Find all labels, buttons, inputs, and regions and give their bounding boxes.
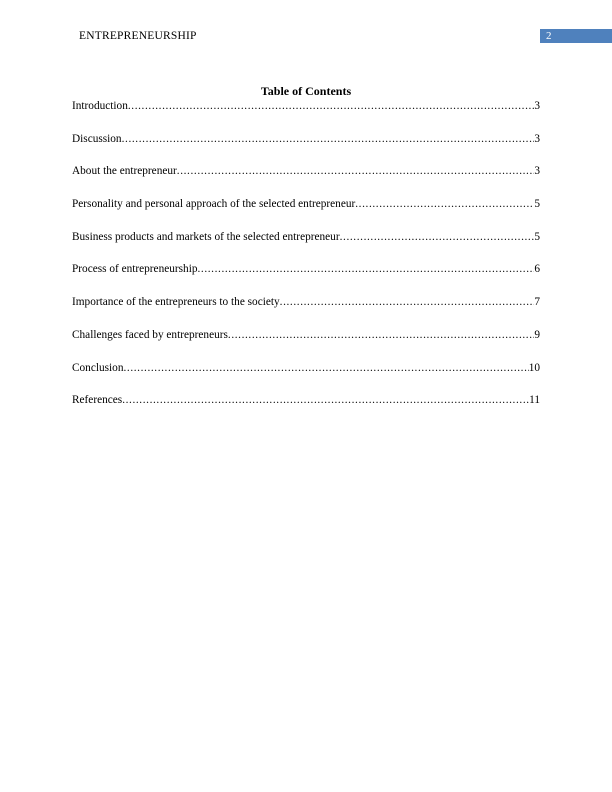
- toc-entry-business-products[interactable]: [72, 230, 540, 263]
- toc-dot-leader: [355, 197, 534, 211]
- toc-entry-label: Business products and markets of the selected entrepreneur: [72, 230, 340, 243]
- toc-entry-label: About the entrepreneur: [72, 165, 177, 178]
- toc-heading: Table of Contents: [260, 84, 352, 98]
- toc-entry-label: Process of entrepreneurship: [72, 263, 198, 276]
- toc-dot-leader: [197, 262, 534, 276]
- toc-dot-leader: [122, 132, 535, 146]
- toc-dot-leader: [128, 99, 534, 113]
- toc-entry-importance[interactable]: [72, 295, 540, 328]
- page-number-badge: [540, 29, 612, 43]
- toc-entry-process[interactable]: [72, 262, 540, 295]
- toc-entry-page: 3: [534, 165, 540, 178]
- toc-entry-references[interactable]: [72, 393, 540, 426]
- toc-entry-page: 7: [534, 296, 540, 309]
- toc-entry-challenges[interactable]: [72, 328, 540, 361]
- toc-entry-label: Conclusion: [72, 361, 124, 374]
- table-of-contents: [72, 99, 540, 426]
- toc-entry-page: 9: [534, 328, 540, 341]
- toc-dot-leader: [122, 393, 529, 407]
- toc-entry-label: Introduction: [72, 100, 128, 112]
- toc-dot-leader: [177, 164, 535, 178]
- toc-entry-label: Challenges faced by entrepreneurs: [72, 328, 228, 341]
- toc-entry-label: References: [72, 394, 123, 407]
- toc-dot-leader: [228, 328, 534, 342]
- toc-dot-leader: [340, 230, 535, 244]
- toc-entry-introduction[interactable]: [72, 99, 540, 132]
- toc-entry-page: 5: [534, 230, 540, 243]
- toc-entry-page: 3: [534, 100, 540, 112]
- toc-entry-personality[interactable]: [72, 197, 540, 230]
- toc-entry-page: 11: [529, 394, 540, 407]
- toc-entry-label: Importance of the entrepreneurs to the society: [72, 296, 280, 309]
- toc-entry-page: 6: [534, 263, 540, 276]
- toc-entry-about-the-entrepreneur[interactable]: [72, 164, 540, 197]
- toc-dot-leader: [123, 361, 528, 375]
- page-number: 2: [546, 30, 552, 42]
- toc-entry-page: 3: [534, 132, 540, 145]
- toc-entry-label: Personality and personal approach of the selected entrepreneur: [72, 198, 356, 211]
- toc-dot-leader: [280, 295, 535, 309]
- toc-entry-discussion[interactable]: [72, 132, 540, 165]
- toc-entry-conclusion[interactable]: [72, 361, 540, 394]
- running-header-title: ENTREPRENEURSHIP: [79, 30, 197, 42]
- toc-entry-page: 10: [528, 361, 540, 374]
- toc-entry-page: 5: [534, 198, 540, 211]
- toc-entry-label: Discussion: [72, 132, 122, 145]
